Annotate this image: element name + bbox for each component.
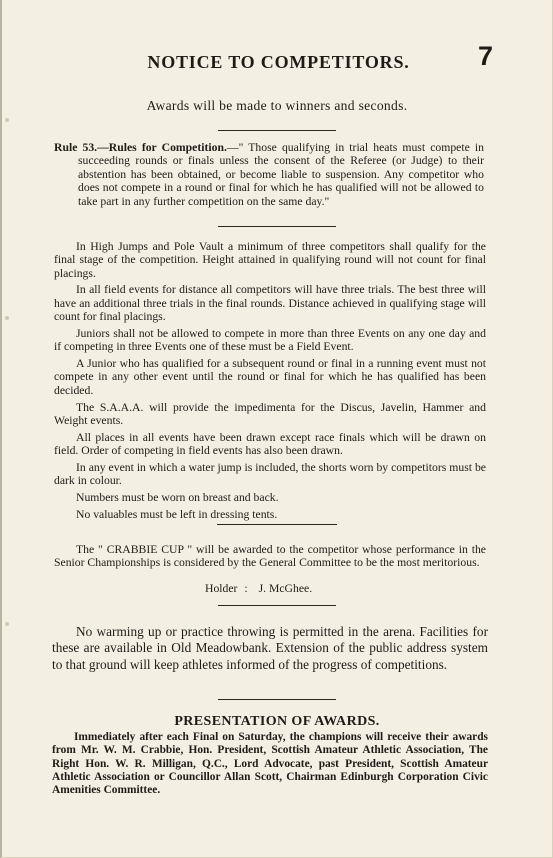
regulation-paragraph: All places in all events have been drawn except race finals which will be drawn on field. Order of competing in field events has also been drawn. [54,430,486,458]
regulation-paragraph: No valuables must be left in dressing tents. [76,508,278,522]
regulation-paragraph: A Junior who has qualified for a subsequent round or final in a running event must not compete in any other event until the round or final for which he has qualified has been decided. [54,357,486,397]
regulation-paragraph: In all field events for distance all competitors will have three trials. The best three will have an additional three trials in the final rounds. Distance achieved in qualifying stage will count for final placings. [54,283,486,324]
rule-53-text: —" Those qualifying in trial heats must compete in succeeding rounds or finals unless the consent of the Referee (or Judge) to their abstention has been obtained, or become liable to suspension. Any competitor who does not compete in a round or final for which he has qualified will not be allowed to take part in any further competition on the same day." [78,141,484,208]
regulation-paragraph: In High Jumps and Pole Vault a minimum of three competitors shall qualify for the final stage of the competition. Height attained in qualifying round will not count for final placings. [54,240,486,280]
regulation-paragraph: The S.A.A.A. will provide the impedimenta for the Discus, Javelin, Hammer and Weight events. [54,400,486,427]
divider [217,524,337,525]
holder-separator: : [244,582,248,595]
crabbie-cup-notice [54,543,486,570]
page-number: 7 [477,41,493,71]
warming-up-notice [52,624,488,673]
regulation-paragraph: Numbers must be worn on breast and back. [76,491,279,505]
holder-label: Holder [205,582,238,595]
holder-name: J. McGhee. [258,582,313,595]
awards-notice: Awards will be made to winners and seconds. [146,98,408,113]
rule-53-block [54,141,484,208]
regulations-list [54,240,486,521]
regulation-paragraph: Juniors shall not be allowed to compete in more than three Events on any one day and if competing in three Events one of these must be a Field Event. [54,326,486,354]
crabbie-cup-text: The " CRABBIE CUP " will be awarded to the competitor whose performance in the Senior Championships is considered by the General Committee to be the most meritorious. [54,543,486,570]
punch-hole-mark [5,622,9,626]
divider [218,699,336,700]
presentation-notice [52,731,488,797]
divider [218,226,336,227]
regulation-paragraph: In any event in which a water jump is included, the shorts worn by competitors must be dark in colour. [54,461,486,488]
page-title: NOTICE TO COMPETITORS. [147,52,410,72]
presentation-text: Immediately after each Final on Saturday, the champions will receive their awards from Mr. W. M. Crabbie, Hon. President, Scottish Amateur Athletic Association, The Right Hon. W. R. Milligan, Q.C., Lord Advocate, past President, Scottish Amateur Athletic Association or Councillor Allan Scott, Chairman Edinburgh Corporation Civic Amenities Committee. [52,731,488,797]
divider [218,130,336,131]
punch-hole-mark [5,118,9,122]
rule-53-paragraph [54,141,484,208]
cup-holder-line [205,582,312,595]
punch-hole-mark [5,316,9,320]
page-header [2,41,553,82]
divider [218,605,336,606]
presentation-heading: PRESENTATION OF AWARDS. [174,714,380,729]
warming-up-text: No warming up or practice throwing is permitted in the arena. Facilities for these are available in Old Meadowbank. Extension of the public address system to that ground will keep athletes informed of the progress of competitions. [52,624,488,672]
rule-53-heading: Rule 53.—Rules for Competition. [54,141,227,154]
